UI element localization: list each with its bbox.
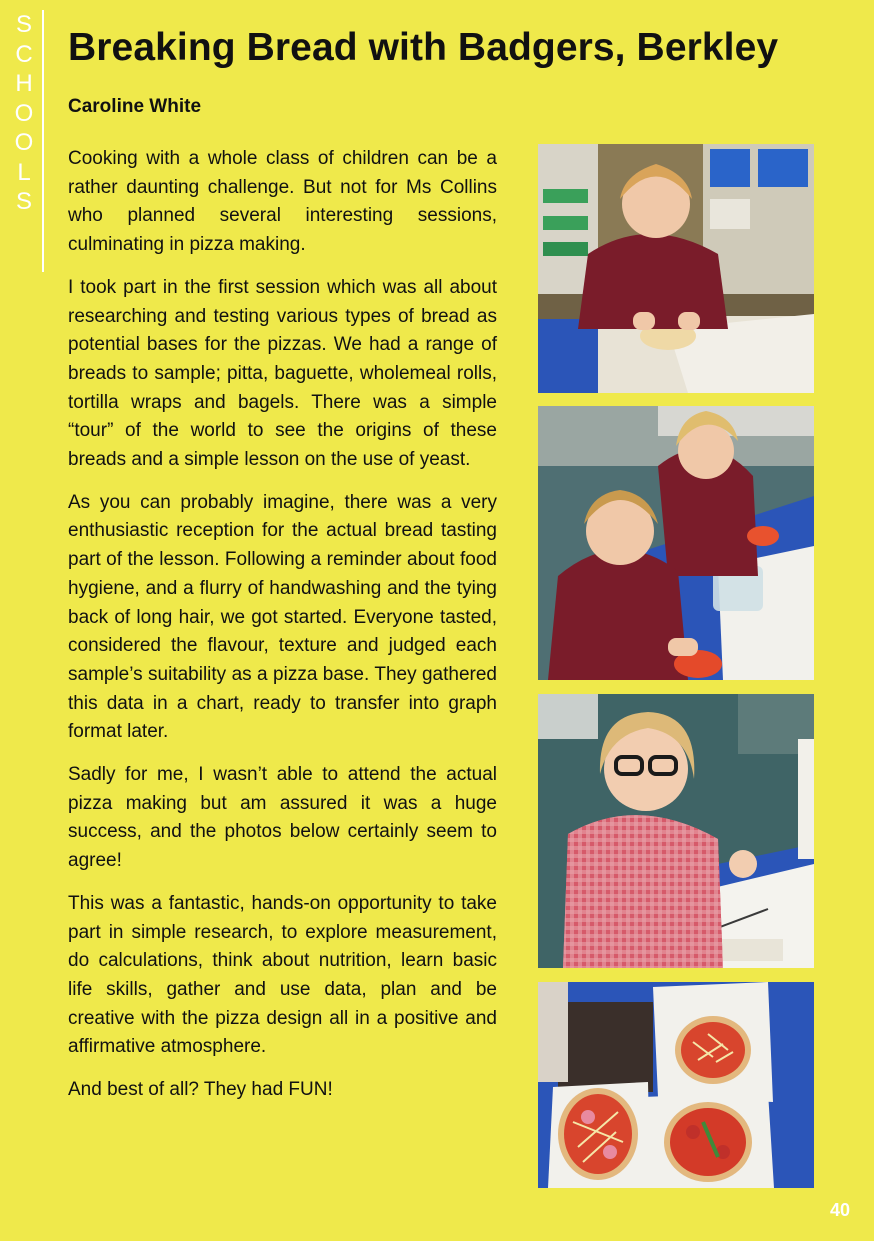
section-label xyxy=(6,10,44,272)
article-title: Breaking Bread with Badgers, Berkley xyxy=(68,26,779,69)
paragraph: This was a fantastic, hands-on opportunity to take part in simple research, to explore measurement, do calculations, think about nutrition, learn basic life skills, gather and use data, plan and be creative with the pizza design all in a positive and affirmative atmosphere. xyxy=(68,892,497,1058)
paragraph: I took part in the first session which was all about researching and testing various types of bread as potential bases for the pizzas. We had a range of breads to sample; pitta, baguette, wholemeal rolls, tortilla wraps and bagels. There was a simple “tour” of the world to see the origins of these breads and a simple lesson on the use of yeast. xyxy=(68,276,497,471)
paragraph: As you can probably imagine, there was a very enthusiastic reception for the actual bread tasting part of the lesson. Following a reminder about food hygiene, and a flurry of handwashing and the tying back of long hair, we got started. Everyone tasted, considered the flavour, texture and judged each sample’s suitability as a pizza base. They gathered this data in a chart, ready to transfer into graph format later. xyxy=(68,491,497,743)
photo-dough-rolling xyxy=(538,144,814,393)
article-author: Caroline White xyxy=(68,96,202,117)
paragraph: Cooking with a whole class of children can be a rather daunting challenge. But not for Ms Collins who planned several interesting sessions, culminating in pizza making. xyxy=(68,148,497,256)
photo-topping-pizzas xyxy=(538,406,814,680)
section-letter: C xyxy=(15,40,33,68)
page-number: 40 xyxy=(829,1200,850,1220)
section-letter: S xyxy=(15,188,32,215)
section-letter: L xyxy=(17,158,31,186)
section-letter: O xyxy=(14,99,34,127)
article-body xyxy=(68,145,497,1119)
section-letter: S xyxy=(15,11,32,38)
paragraph: Sadly for me, I wasn’t able to attend the actual pizza making but am assured it was a huge success, and the photos below certainly seem to agree! xyxy=(68,764,497,872)
section-letter: H xyxy=(15,70,33,97)
section-letter: O xyxy=(14,129,34,156)
paragraph: And best of all? They had FUN! xyxy=(68,1079,333,1101)
photo-finished-pizzas xyxy=(538,982,814,1188)
photo-girl-tasting xyxy=(538,694,814,968)
